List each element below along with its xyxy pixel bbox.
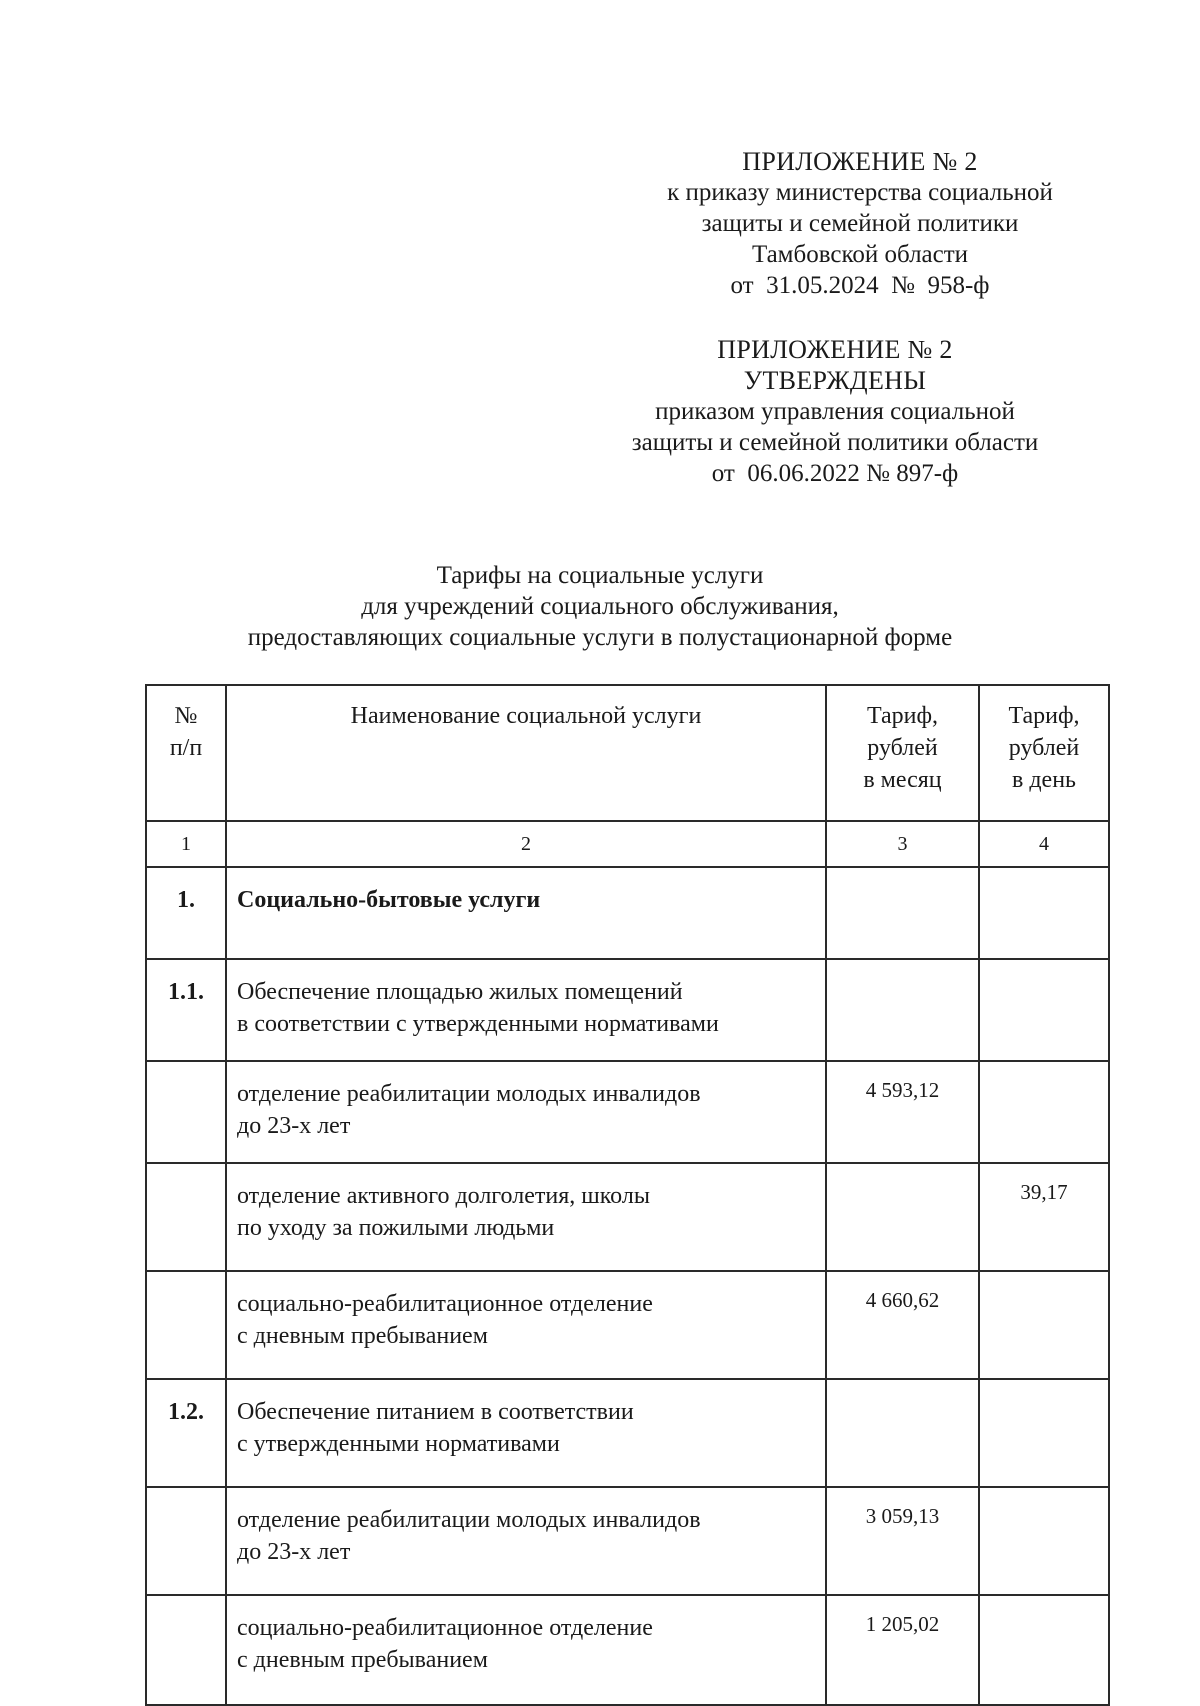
row-service-name: отделение реабилитации молодых инвалидов до 23-х лет: [226, 1487, 826, 1595]
row-service-name: Социально-бытовые услуги: [226, 867, 826, 959]
header-tariff-day: Тариф, рублей в день: [979, 685, 1109, 821]
column-number: 4: [979, 821, 1109, 867]
row-tariff-day: [979, 1379, 1109, 1487]
title-line: Тарифы на социальные услуги: [436, 562, 764, 589]
annex-date-line: от 31.05.2024 № 958-ф: [730, 272, 990, 299]
annex-line: приказом управления социальной: [655, 398, 1015, 425]
annex-line: к приказу министерства социальной: [667, 179, 1053, 206]
row-tariff-day: [979, 1595, 1109, 1705]
table-row: [146, 867, 1109, 959]
row-service-name: Обеспечение площадью жилых помещений в соответствии с утвержденными нормативами: [226, 959, 826, 1061]
document-title: [150, 560, 1050, 653]
table-row: [146, 1163, 1109, 1271]
row-tariff-month: [826, 1163, 979, 1271]
table-row: [146, 1061, 1109, 1163]
row-tariff-month: 1 205,02: [826, 1595, 979, 1705]
row-number: [146, 1163, 226, 1271]
annex-heading: ПРИЛОЖЕНИЕ № 2: [742, 147, 978, 176]
annex-line: Тамбовской области: [751, 241, 969, 268]
row-tariff-month: [826, 867, 979, 959]
row-service-name: Обеспечение питанием в соответствии с утвержденными нормативами: [226, 1379, 826, 1487]
header-number: № п/п: [146, 685, 226, 821]
column-number: 3: [826, 821, 979, 867]
annex-line: защиты и семейной политики: [701, 210, 1019, 237]
column-number-row: [146, 821, 1109, 867]
row-tariff-day: [979, 1271, 1109, 1379]
table-header-row: [146, 685, 1109, 821]
annex-line: защиты и семейной политики области: [631, 429, 1039, 456]
row-tariff-day: [979, 867, 1109, 959]
row-number: 1.1.: [146, 959, 226, 1061]
row-tariff-month: [826, 959, 979, 1061]
header-service-name: Наименование социальной услуги: [226, 685, 826, 821]
row-tariff-day: [979, 1061, 1109, 1163]
column-number: 1: [146, 821, 226, 867]
row-service-name: отделение реабилитации молодых инвалидов до 23-х лет: [226, 1061, 826, 1163]
title-line: для учреждений социального обслуживания,: [361, 593, 839, 620]
annex-original-block: [600, 334, 1070, 489]
row-tariff-day: [979, 1487, 1109, 1595]
row-number: [146, 1061, 226, 1163]
annex-date-line: от 06.06.2022 № 897-ф: [711, 460, 959, 487]
row-tariff-day: [979, 959, 1109, 1061]
table-row: [146, 959, 1109, 1061]
table-row: [146, 1271, 1109, 1379]
row-number: [146, 1595, 226, 1705]
column-number: 2: [226, 821, 826, 867]
row-number: 1.2.: [146, 1379, 226, 1487]
annex-current-block: [600, 146, 1120, 301]
table-row: [146, 1487, 1109, 1595]
row-tariff-month: 4 660,62: [826, 1271, 979, 1379]
row-number: [146, 1271, 226, 1379]
row-tariff-month: 3 059,13: [826, 1487, 979, 1595]
row-tariff-day: 39,17: [979, 1163, 1109, 1271]
table-row: [146, 1595, 1109, 1705]
annex-heading: ПРИЛОЖЕНИЕ № 2: [717, 335, 953, 364]
row-service-name: отделение активного долголетия, школы по уходу за пожилыми людьми: [226, 1163, 826, 1271]
table-row: [146, 1379, 1109, 1487]
row-tariff-month: [826, 1379, 979, 1487]
approved-stamp-text: УТВЕРЖДЕНЫ: [743, 366, 927, 395]
row-number: 1.: [146, 867, 226, 959]
header-tariff-month: Тариф, рублей в месяц: [826, 685, 979, 821]
row-service-name: социально-реабилитационное отделение с дневным пребыванием: [226, 1271, 826, 1379]
tariff-table: [145, 684, 1110, 1706]
row-tariff-month: 4 593,12: [826, 1061, 979, 1163]
row-number: [146, 1487, 226, 1595]
row-service-name: социально-реабилитационное отделение с дневным пребыванием: [226, 1595, 826, 1705]
title-line: предоставляющих социальные услуги в полустационарной форме: [247, 624, 953, 651]
